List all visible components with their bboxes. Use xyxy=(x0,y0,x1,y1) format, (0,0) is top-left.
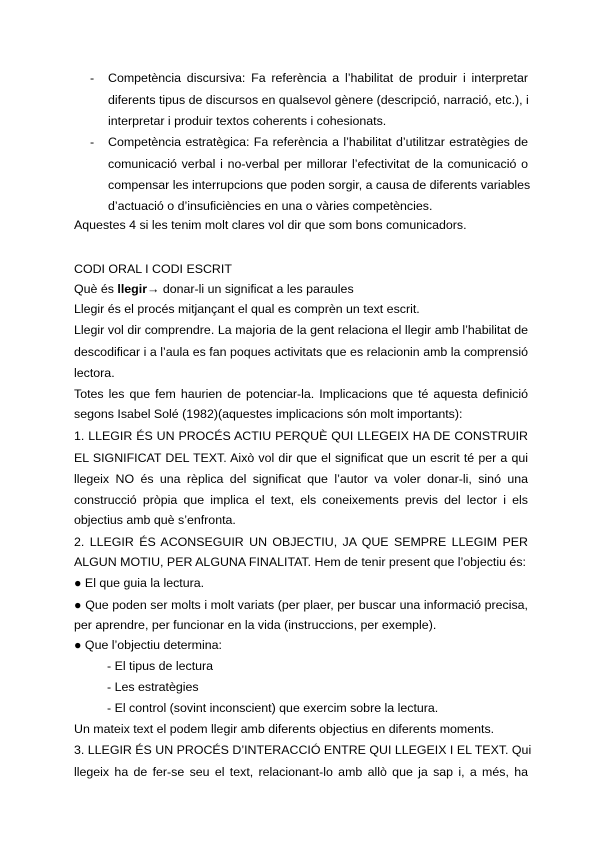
item1-line1: Competència discursiva: Fa referència a l’habilitat de produir i interpretar xyxy=(108,71,528,85)
item2-line2: comunicació verbal i no-verbal per millorar l’efectivitat de la comunicació o xyxy=(108,157,528,171)
paragraph-3-line1: Totes les que fem haurien de potenciar-la. Implicacions que té aquesta definició xyxy=(74,387,528,401)
section1-line3: llegeix NO és una rèplica del significat que l’autor va voler donar-li, sinó una xyxy=(74,472,528,486)
section2-line1: 2. LLEGIR ÉS ACONSEGUIR UN OBJECTIU, JA QUE SEMPRE LLEGIM PER xyxy=(74,535,528,549)
section2-tail: Un mateix text el podem llegir amb diferents objectius en diferents moments. xyxy=(74,722,495,736)
section3-line2: llegeix ha de fer-se seu el text, relacionant-lo amb allò que ja sap i, a més, ha xyxy=(74,765,528,779)
section-heading: CODI ORAL I CODI ESCRIT xyxy=(74,262,232,276)
item1-line3: interpretar i produir textos coherents i cohesionats. xyxy=(108,114,387,128)
section2-sub1: - El tipus de lectura xyxy=(107,659,214,673)
item2-line1: Competència estratègica: Fa referència a l’habilitat d’utilitzar estratègies de xyxy=(108,135,528,149)
section2-line2: ALGUN MOTIU, PER ALGUNA FINALITAT. Hem de tenir present que l’objectiu és: xyxy=(74,555,526,569)
section2-bullet2-line2: per aprendre, per funcionar en la vida (instruccions, per exemple). xyxy=(74,618,437,632)
section3-line1: 3. LLEGIR ÉS UN PROCÉS D’INTERACCIÓ ENTRE QUI LLEGEIX I EL TEXT. Qui xyxy=(74,743,532,757)
item1-line2: diferents tipus de discursos en qualsevol gènere (descripció, narració, etc.), i xyxy=(108,93,529,107)
item2-line3: compensar les interrupcions que poden sorgir, a causa de diferents variables xyxy=(108,178,531,192)
section1-line4: construcció pròpia que implica el text, els coneixements previs del lector i els xyxy=(74,493,528,507)
list-dash: - xyxy=(90,135,95,149)
question-suffix: → donar-li un significat a les paraules xyxy=(147,282,354,296)
section1-line1: 1. LLEGIR ÉS UN PROCÉS ACTIU PERQUÈ QUI LLEGEIX HA DE CONSTRUIR xyxy=(74,429,528,443)
question-bold-word: llegir xyxy=(117,282,148,296)
summary-line: Aquestes 4 si les tenim molt clares vol dir que som bons comunicadors. xyxy=(74,218,467,232)
section1-line2: EL SIGNIFICAT DEL TEXT. Això vol dir que el significat que un escrit té per a qui xyxy=(74,451,528,465)
paragraph-3-line2: segons Isabel Solé (1982)(aquestes implicacions són molt importants): xyxy=(74,407,463,421)
paragraph-2-line3: lectora. xyxy=(74,366,115,380)
list-dash: - xyxy=(90,71,95,85)
section2-sub3: - El control (sovint inconscient) que exercim sobre la lectura. xyxy=(107,701,439,715)
question-prefix: Què és xyxy=(74,282,118,296)
paragraph-2-line1: Llegir vol dir comprendre. La majoria de la gent relaciona el llegir amb l’habilitat de xyxy=(74,323,528,337)
section2-sub2: - Les estratègies xyxy=(107,680,199,694)
section2-bullet2-line1: ● Que poden ser molts i molt variats (per plaer, per buscar una informació precisa, xyxy=(74,598,528,612)
paragraph-2-line2: descodificar i a l’aula es fan poques activitats que es relacionin amb la comprensió xyxy=(74,345,528,359)
section2-bullet1: ● El que guia la lectura. xyxy=(74,576,205,590)
question-line xyxy=(74,279,528,299)
section1-line5: objectius amb què s’enfronta. xyxy=(74,513,236,527)
section2-bullet3: ● Que l’objectiu determina: xyxy=(74,638,222,652)
item2-line4: d’actuació o d’insuficiències en una o vàries competències. xyxy=(108,199,433,213)
paragraph-1: Llegir és el procés mitjançant el qual es comprèn un text escrit. xyxy=(74,302,420,316)
